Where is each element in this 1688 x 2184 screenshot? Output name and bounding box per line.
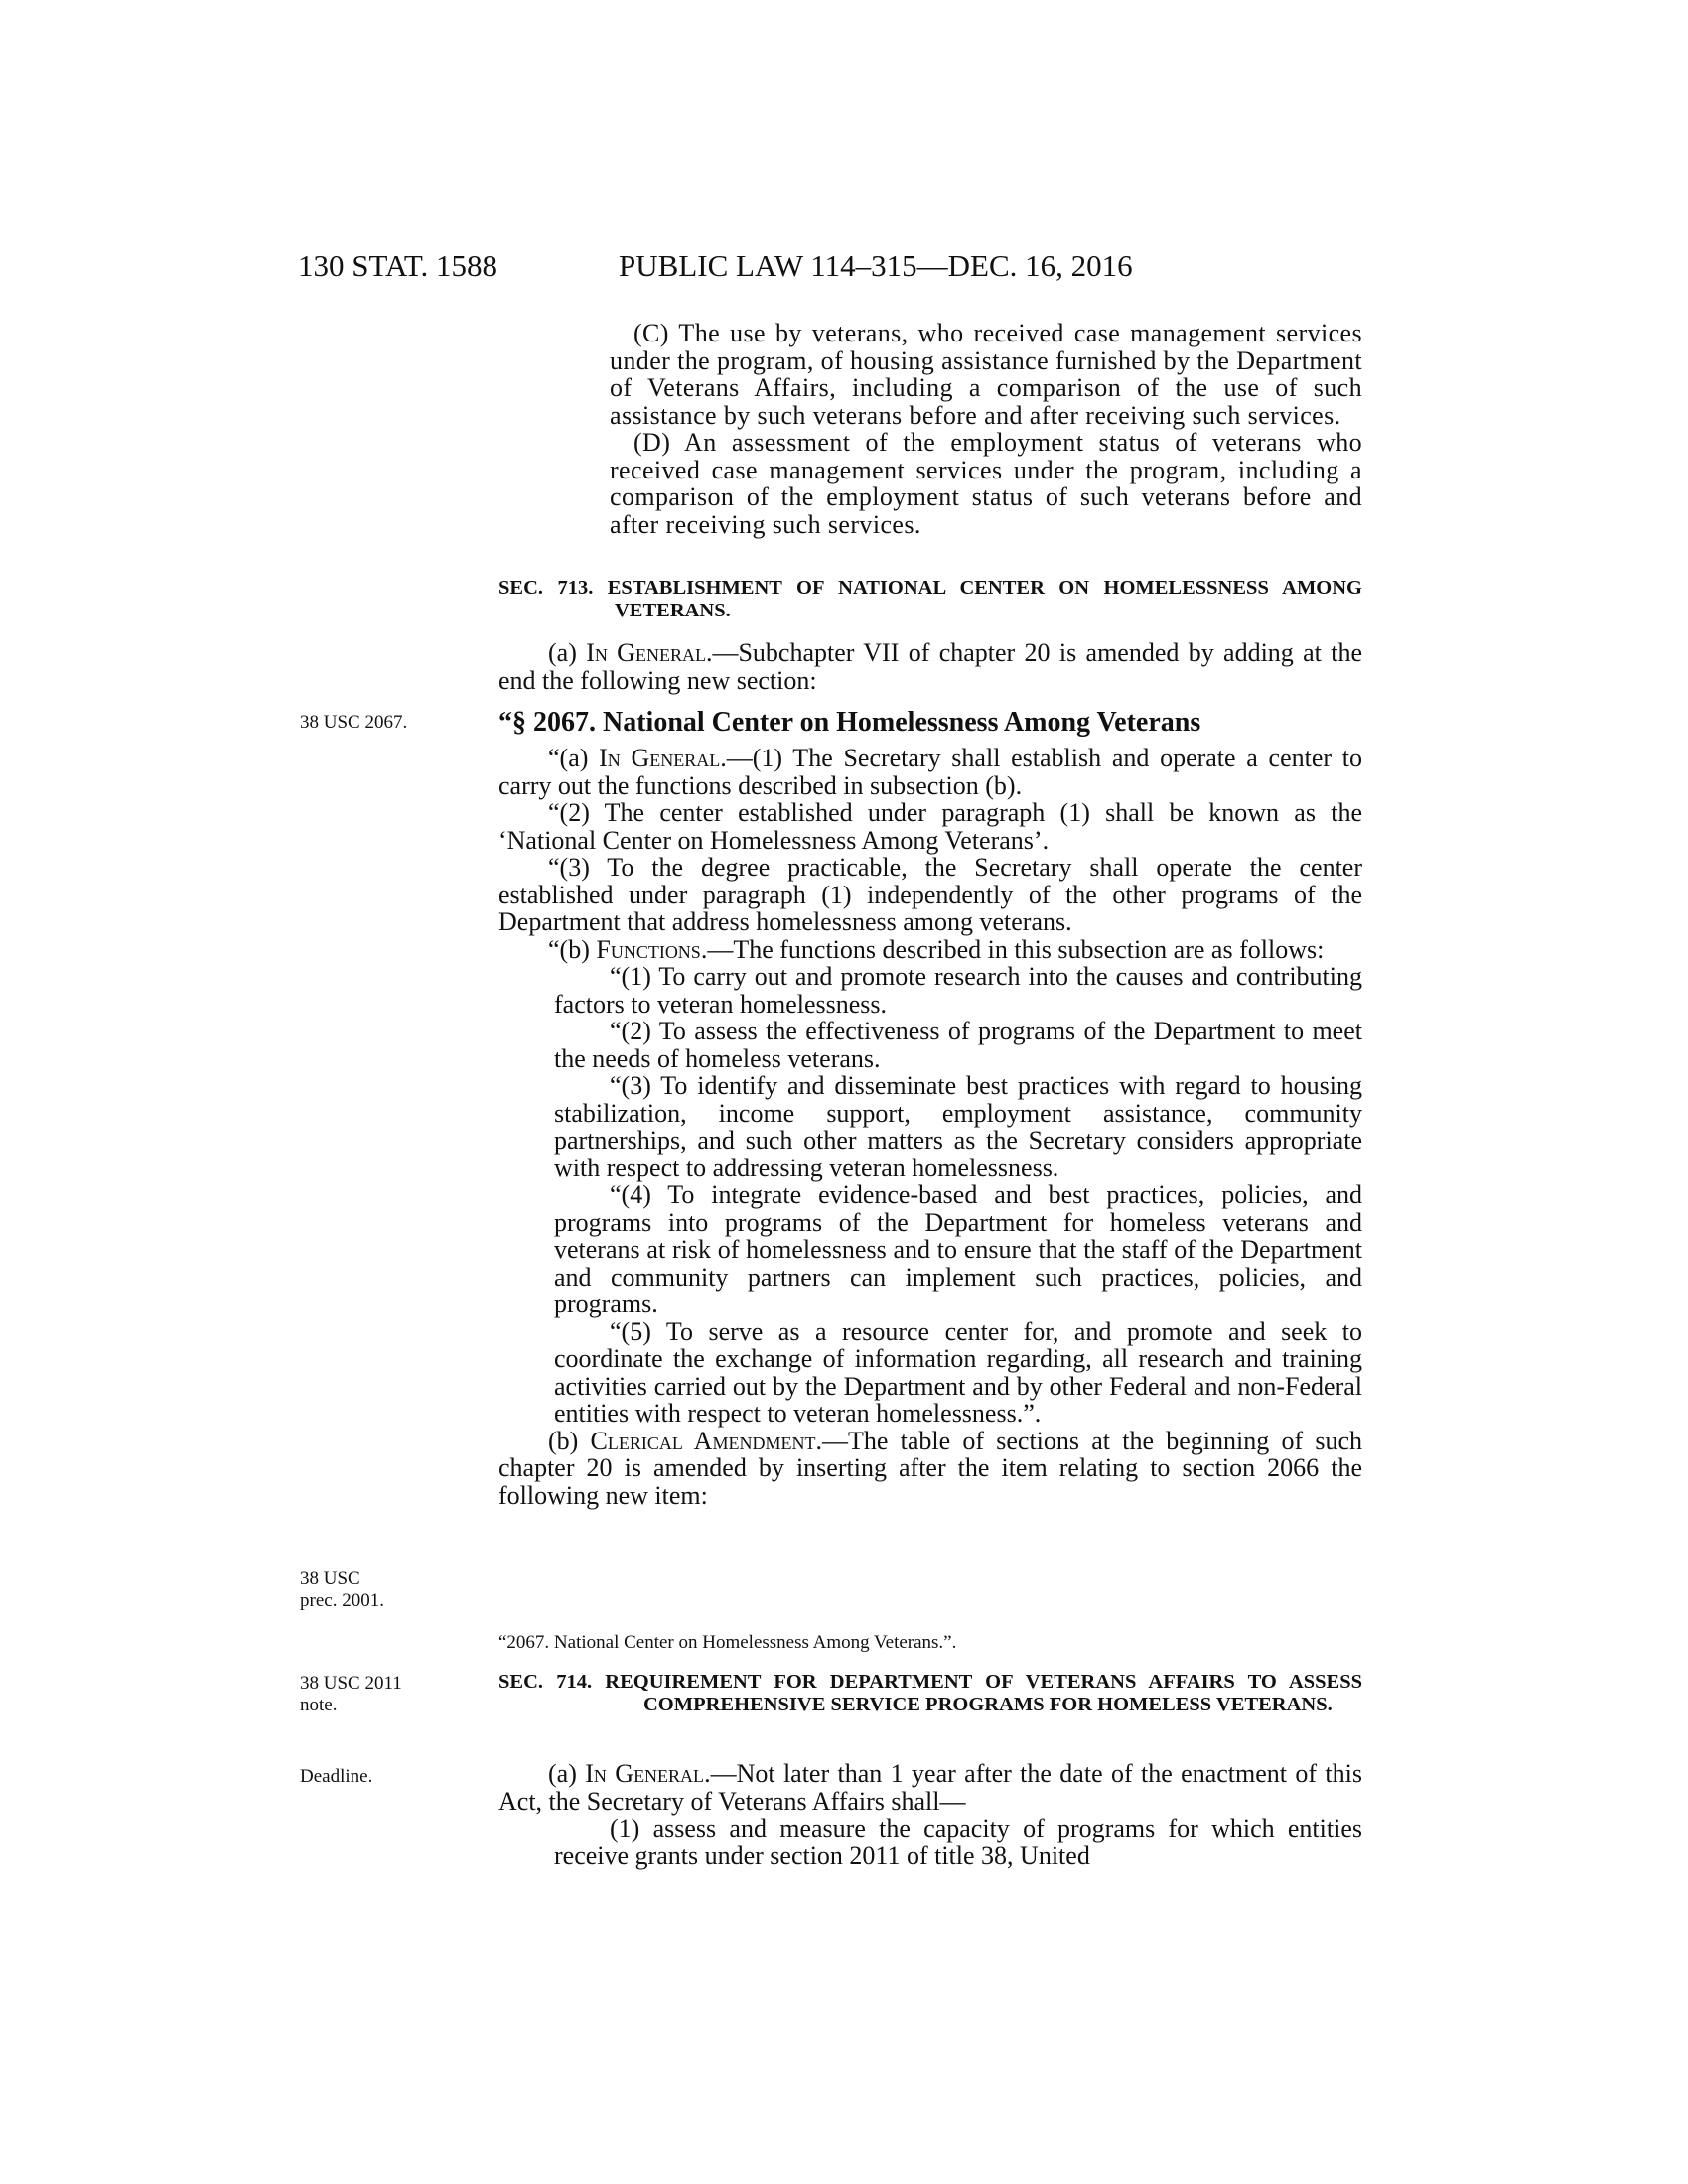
section-2067-body bbox=[498, 745, 1362, 1509]
sec-713-b-caption: Clerical Amendment bbox=[590, 1426, 816, 1455]
sec-714-a-text: .—Not later than 1 year after the date of the enactment of this Act, the Secretary of Veterans Affairs shall— bbox=[498, 1759, 1362, 1816]
sidenote-deadline: Deadline. bbox=[300, 1766, 373, 1787]
sec-713-a-text: .—Subchapter VII of chapter 20 is amended by adding at the end the following new section: bbox=[498, 638, 1362, 695]
sidenote-38-usc-2011-note bbox=[300, 1673, 402, 1716]
s2067-a2: “(2) The center established under paragraph (1) shall be known as the ‘National Center on Homelessness Among Veterans’. bbox=[498, 798, 1362, 855]
sidenote-prec-line2: prec. 2001. bbox=[300, 1590, 384, 1611]
sec-713-b-text: .—The table of sections at the beginning of such chapter 20 is amended by inserting after the item relating to section 2066 the following new item: bbox=[498, 1426, 1362, 1510]
sec-713-a-caption: In General bbox=[586, 638, 706, 667]
toc-new-item: “2067. National Center on Homelessness Among Veterans.”. bbox=[498, 1632, 957, 1653]
s2067-b1: “(1) To carry out and promote research into the causes and contributing factors to veteran homelessness. bbox=[554, 962, 1362, 1019]
sec-713-a-prefix: (a) bbox=[548, 638, 587, 667]
s2067-a-prefix: “(a) bbox=[548, 744, 600, 772]
sidenote-prec-line1: 38 USC bbox=[300, 1569, 360, 1589]
sec-713-heading bbox=[498, 577, 1362, 622]
sidenote-38-usc-prec-2001 bbox=[300, 1569, 384, 1612]
section-2067-title: “§ 2067. National Center on Homelessness Among Veterans bbox=[498, 707, 1201, 738]
s2067-a3: “(3) To the degree practicable, the Secretary shall operate the center established under paragraph (1) independently of the other programs of the Department that address homelessness among veterans. bbox=[498, 853, 1362, 936]
law-title-header: PUBLIC LAW 114–315—DEC. 16, 2016 bbox=[619, 248, 1133, 283]
s2067-b4: “(4) To integrate evidence-based and best practices, policies, and programs into programs of the Department for homeless veterans and veterans at risk of homelessness and to ensure that the staff of the Department and community partners can implement such practices, policies, and programs. bbox=[554, 1180, 1362, 1318]
sec-714-heading bbox=[498, 1671, 1362, 1716]
s2067-b-text: .—The functions described in this subsection are as follows: bbox=[700, 934, 1325, 964]
sidenote-38-usc-2067: 38 USC 2067. bbox=[300, 712, 408, 733]
s2067-a1-text: .—(1) The Secretary shall establish and operate a center to carry out the functions described in subsection (b). bbox=[498, 744, 1362, 800]
paragraph-d: (D) An assessment of the employment status of veterans who received case management services under the program, including a comparison of the employment status of such veterans before and after receiving such services. bbox=[610, 428, 1362, 539]
paragraphs-c-d bbox=[498, 320, 1362, 538]
sec-713-heading-text: SEC. 713. ESTABLISHMENT OF NATIONAL CENTER ON HOMELESSNESS AMONG VETERANS. bbox=[498, 577, 1362, 621]
sidenote-2011-line1: 38 USC 2011 bbox=[300, 1673, 402, 1694]
s2067-b5: “(5) To serve as a resource center for, and promote and seek to coordinate the exchange of information regarding, all research and training activities carried out by the Department and by other Federal and non-Federal entities with respect to veteran homelessness.”. bbox=[554, 1316, 1362, 1428]
s2067-b-caption: Functions bbox=[596, 934, 701, 964]
stat-page-number: 130 STAT. 1588 bbox=[298, 248, 498, 283]
sec-714-heading-text: SEC. 714. REQUIREMENT FOR DEPARTMENT OF VETERANS AFFAIRS TO ASSESS COMPREHENSIVE SERVICE PROGRAMS FOR HOMELESS VETERANS. bbox=[498, 1671, 1362, 1715]
s2067-a-caption: In General bbox=[599, 744, 721, 772]
sec-714-subsection-a bbox=[498, 1760, 1362, 1869]
paragraph-c: (C) The use by veterans, who received case management services under the program, of housing assistance furnished by the Department of Veterans Affairs, including a comparison of the use of such assistance by such veterans before and after receiving such services. bbox=[610, 319, 1362, 430]
s2067-b-prefix: “(b) bbox=[548, 934, 597, 964]
sec-713-subsection-a bbox=[498, 639, 1362, 694]
sidenote-2011-line2: note. bbox=[300, 1695, 338, 1715]
sec-714-a1: (1) assess and measure the capacity of programs for which entities receive grants under section 2011 of title 38, United bbox=[554, 1814, 1362, 1870]
sec-714-a-prefix: (a) bbox=[548, 1759, 586, 1788]
s2067-b3: “(3) To identify and disseminate best practices with regard to housing stabilization, income support, employment assistance, community partnerships, and such other matters as the Secretary considers appropriate with respect to addressing veteran homelessness. bbox=[554, 1071, 1362, 1182]
s2067-b2: “(2) To assess the effectiveness of programs of the Department to meet the needs of homeless veterans. bbox=[554, 1017, 1362, 1073]
sec-714-a-caption: In General bbox=[585, 1759, 705, 1788]
sec-713-b-prefix: (b) bbox=[548, 1426, 591, 1455]
